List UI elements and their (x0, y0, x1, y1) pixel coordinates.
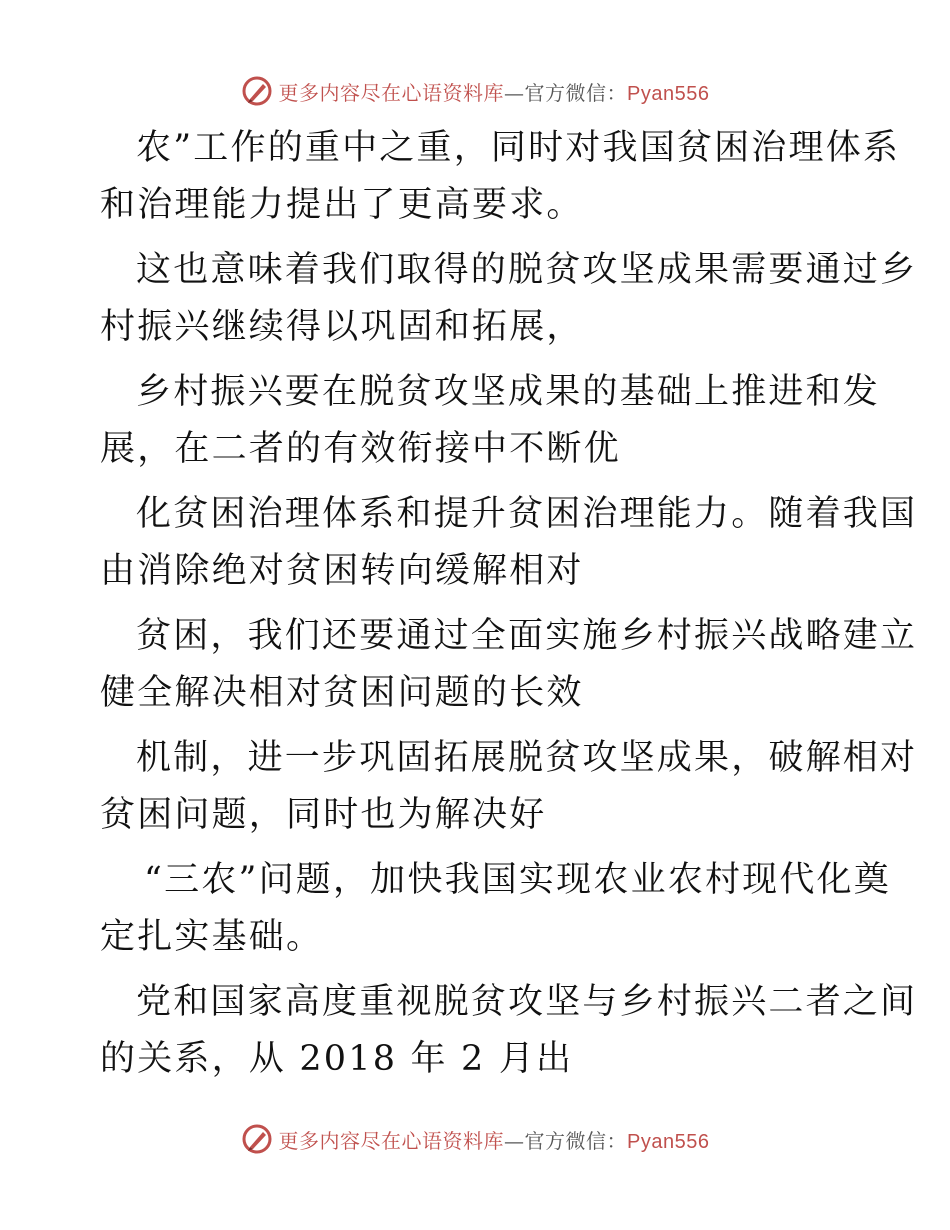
pen-circle-logo-icon (241, 1123, 273, 1155)
body-line: 党和国家高度重视脱贫攻坚与乡村振兴二者之间 (136, 982, 918, 1022)
footer-promo (279, 1125, 710, 1154)
body-line: 机制，进一步巩固拓展脱贫攻坚成果，破解相对 (136, 738, 918, 778)
footer-wechat-id: Pyan556 (627, 1130, 710, 1153)
pen-circle-logo-icon (241, 75, 273, 107)
header-promo-text: 更多内容尽在心语资料库 (278, 80, 505, 105)
body-line: 展，在二者的有效衔接中不断优 (100, 429, 621, 469)
body-line: 贫困问题，同时也为解决好 (100, 795, 547, 835)
footer-promo-text: 更多内容尽在心语资料库 (278, 1128, 505, 1153)
body-line: 农”工作的重中之重，同时对我国贫困治理体系 (136, 128, 901, 168)
header-wechat-label: 官方微信： (524, 80, 628, 105)
body-line: 健全解决相对贫困问题的长效 (100, 673, 584, 713)
header-promo (279, 77, 710, 106)
body-line: 化贫困治理体系和提升贫困治理能力。随着我国 (136, 494, 918, 534)
body-line: 和治理能力提出了更高要求。 (100, 185, 584, 225)
footer-separator: — (504, 1128, 525, 1153)
body-line: 贫困，我们还要通过全面实施乡村振兴战略建立 (136, 616, 918, 656)
document-body (100, 120, 918, 1088)
body-line: 这也意味着我们取得的脱贫攻坚成果需要通过乡 (136, 250, 918, 290)
body-line: 的关系，从 2018 年 2 月出 (100, 1039, 574, 1079)
header-banner (0, 71, 950, 111)
body-line: 乡村振兴要在脱贫攻坚成果的基础上推进和发 (136, 372, 881, 412)
footer-banner (0, 1119, 950, 1159)
body-line: 由消除绝对贫困转向缓解相对 (100, 551, 584, 591)
body-line: 村振兴继续得以巩固和拓展， (100, 307, 584, 347)
header-wechat-id: Pyan556 (627, 82, 710, 105)
body-line: 定扎实基础。 (100, 917, 324, 957)
footer-wechat-label: 官方微信： (524, 1128, 628, 1153)
header-separator: — (504, 80, 525, 105)
body-line: “三农”问题，加快我国实现农业农村现代化奠 (144, 860, 891, 900)
